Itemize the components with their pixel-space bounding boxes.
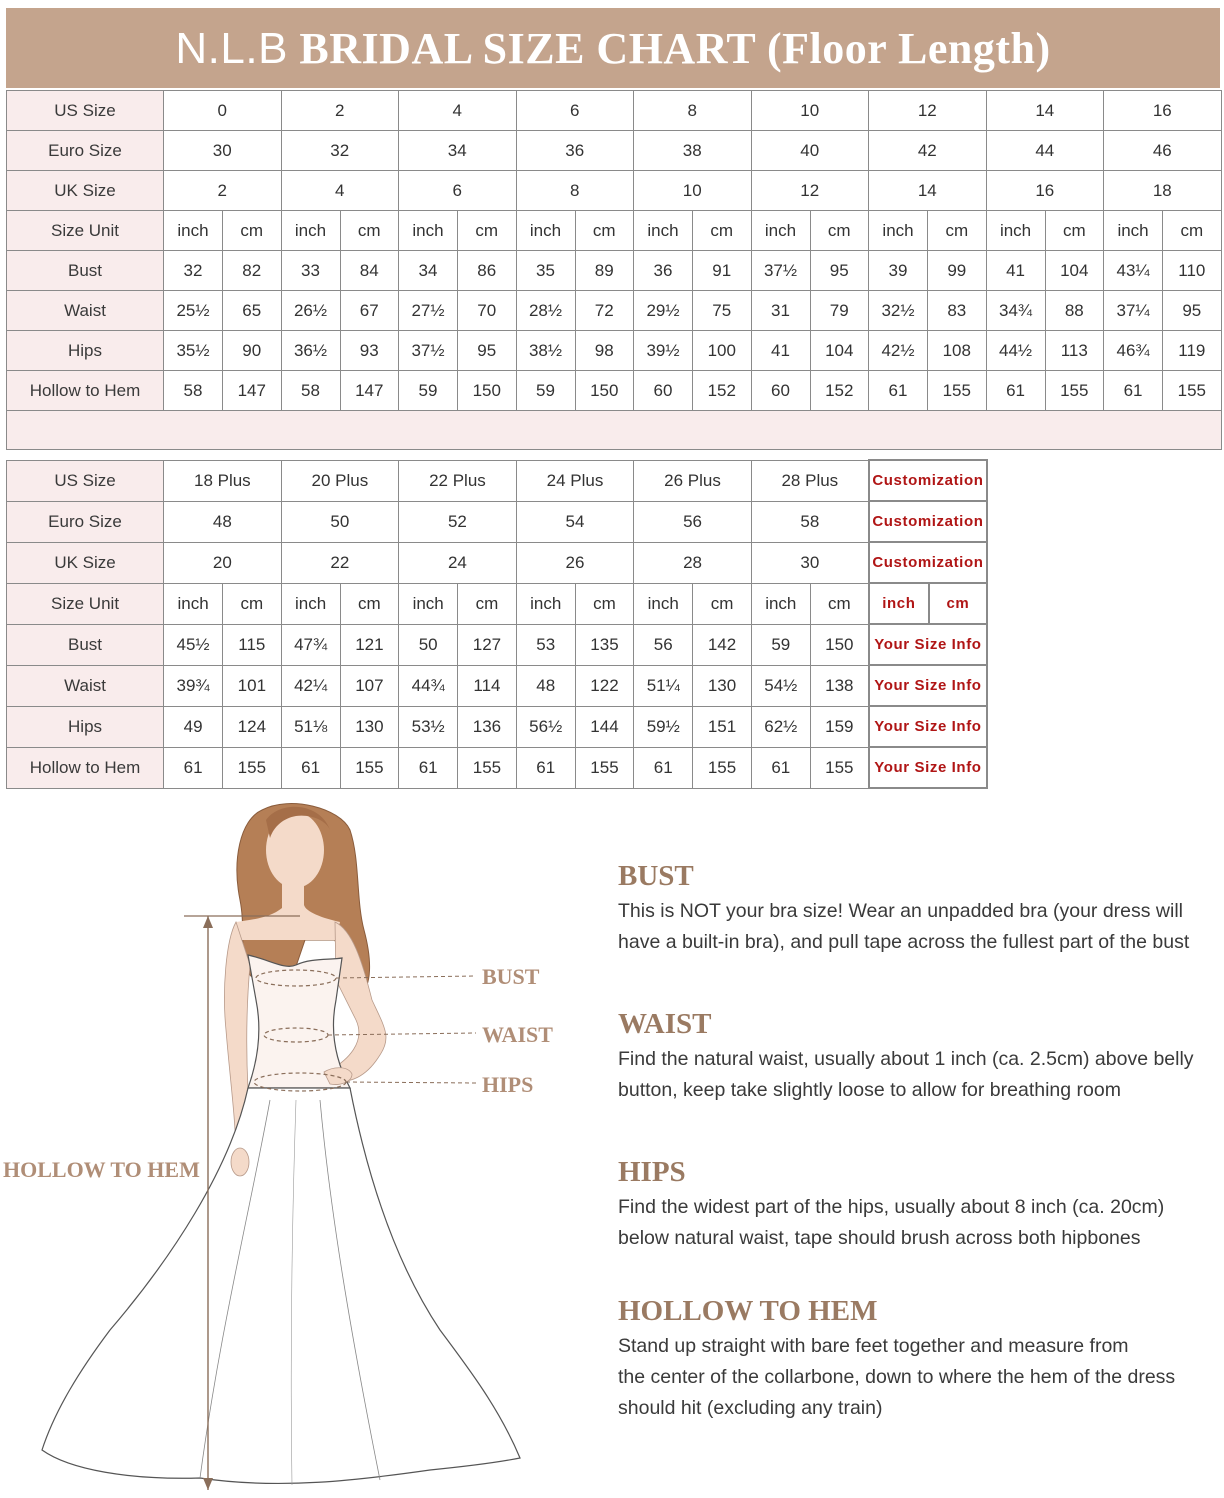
size-cell: 12 bbox=[869, 91, 987, 131]
unit-cm-cell: cm bbox=[693, 211, 752, 251]
value-cm-cell: 65 bbox=[223, 291, 282, 331]
value-inch-cell: 25½ bbox=[164, 291, 223, 331]
unit-cm-cell: cm bbox=[1045, 211, 1104, 251]
table-row bbox=[7, 583, 988, 624]
size-cell: 6 bbox=[516, 91, 634, 131]
unit-cm-cell: cm bbox=[575, 583, 634, 624]
size-cell: 56 bbox=[634, 501, 752, 542]
section-heading: HIPS bbox=[618, 1156, 686, 1188]
size-cell: 18 bbox=[1104, 171, 1222, 211]
value-inch-cell: 36½ bbox=[281, 331, 340, 371]
value-cm-cell: 72 bbox=[575, 291, 634, 331]
spacer-row bbox=[7, 411, 1222, 450]
value-inch-cell: 61 bbox=[281, 747, 340, 788]
table-row bbox=[7, 131, 1222, 171]
row-label: Waist bbox=[7, 665, 164, 706]
table-row bbox=[7, 501, 988, 542]
value-cm-cell: 130 bbox=[340, 706, 399, 747]
value-cm-cell: 82 bbox=[223, 251, 282, 291]
unit-inch-cell: inch bbox=[281, 583, 340, 624]
title-text: BRIDAL SIZE CHART (Floor Length) bbox=[299, 23, 1051, 73]
value-cm-cell: 93 bbox=[340, 331, 399, 371]
size-cell: 10 bbox=[634, 171, 752, 211]
unit-inch-cell: inch bbox=[1104, 211, 1163, 251]
size-cell: 16 bbox=[986, 171, 1104, 211]
value-inch-cell: 61 bbox=[516, 747, 575, 788]
value-inch-cell: 35 bbox=[516, 251, 575, 291]
size-cell: 32 bbox=[281, 131, 399, 171]
size-cell: 40 bbox=[751, 131, 869, 171]
value-cm-cell: 130 bbox=[693, 665, 752, 706]
value-cm-cell: 124 bbox=[223, 706, 282, 747]
value-cm-cell: 152 bbox=[693, 371, 752, 411]
value-cm-cell: 88 bbox=[1045, 291, 1104, 331]
value-inch-cell: 61 bbox=[751, 747, 810, 788]
section-hips bbox=[618, 1154, 1224, 1254]
size-cell: 50 bbox=[281, 501, 399, 542]
value-cm-cell: 142 bbox=[693, 624, 752, 665]
value-inch-cell: 42¼ bbox=[281, 665, 340, 706]
value-inch-cell: 56 bbox=[634, 624, 693, 665]
value-inch-cell: 59 bbox=[399, 371, 458, 411]
value-inch-cell: 51⅛ bbox=[281, 706, 340, 747]
row-label: Waist bbox=[7, 291, 164, 331]
unit-inch-cell: inch bbox=[634, 583, 693, 624]
size-cell: 12 bbox=[751, 171, 869, 211]
unit-cm-cell: cm bbox=[340, 211, 399, 251]
value-inch-cell: 39¾ bbox=[164, 665, 223, 706]
value-inch-cell: 60 bbox=[751, 371, 810, 411]
row-label: Size Unit bbox=[7, 211, 164, 251]
value-inch-cell: 34¾ bbox=[986, 291, 1045, 331]
unit-cm-cell: cm bbox=[928, 211, 987, 251]
value-inch-cell: 61 bbox=[399, 747, 458, 788]
size-chart-plus bbox=[6, 459, 988, 789]
value-cm-cell: 95 bbox=[1163, 291, 1222, 331]
row-label: Hollow to Hem bbox=[7, 747, 164, 788]
size-cell: 14 bbox=[986, 91, 1104, 131]
row-label: US Size bbox=[7, 91, 164, 131]
value-cm-cell: 119 bbox=[1163, 331, 1222, 371]
skirt bbox=[42, 1088, 520, 1483]
table-row bbox=[7, 251, 1222, 291]
size-cell: 20 Plus bbox=[281, 460, 399, 501]
hollow-arrow-top bbox=[203, 916, 213, 928]
table-row bbox=[7, 171, 1222, 211]
row-label: Euro Size bbox=[7, 501, 164, 542]
unit-inch-cell: inch bbox=[869, 211, 928, 251]
value-cm-cell: 155 bbox=[810, 747, 869, 788]
size-cell: 0 bbox=[164, 91, 282, 131]
size-info-cell: Your Size Info bbox=[869, 665, 987, 706]
value-cm-cell: 108 bbox=[928, 331, 987, 371]
unit-cm-cell: cm bbox=[340, 583, 399, 624]
value-inch-cell: 37½ bbox=[751, 251, 810, 291]
value-cm-cell: 147 bbox=[340, 371, 399, 411]
hips-lead-line bbox=[346, 1082, 476, 1083]
size-cell: 30 bbox=[751, 542, 869, 583]
table-row bbox=[7, 747, 988, 788]
table-row bbox=[7, 542, 988, 583]
customization-cell: Customization bbox=[869, 501, 987, 542]
value-cm-cell: 98 bbox=[575, 331, 634, 371]
unit-cm-cell: cm bbox=[223, 211, 282, 251]
value-cm-cell: 121 bbox=[340, 624, 399, 665]
section-hollow-to-hem bbox=[618, 1293, 1224, 1424]
value-cm-cell: 104 bbox=[810, 331, 869, 371]
value-inch-cell: 62½ bbox=[751, 706, 810, 747]
unit-inch-cell: inch bbox=[399, 583, 458, 624]
value-cm-cell: 150 bbox=[458, 371, 517, 411]
value-cm-cell: 107 bbox=[340, 665, 399, 706]
value-cm-cell: 99 bbox=[928, 251, 987, 291]
customization-unit-cm: cm bbox=[929, 583, 987, 624]
value-cm-cell: 83 bbox=[928, 291, 987, 331]
size-cell: 36 bbox=[516, 131, 634, 171]
value-inch-cell: 54½ bbox=[751, 665, 810, 706]
table-row bbox=[7, 331, 1222, 371]
value-inch-cell: 32½ bbox=[869, 291, 928, 331]
value-inch-cell: 38½ bbox=[516, 331, 575, 371]
size-cell: 46 bbox=[1104, 131, 1222, 171]
unit-inch-cell: inch bbox=[516, 583, 575, 624]
customization-cell: Customization bbox=[869, 460, 987, 501]
value-inch-cell: 48 bbox=[516, 665, 575, 706]
customization-unit-inch: inch bbox=[869, 583, 929, 624]
value-inch-cell: 39 bbox=[869, 251, 928, 291]
table-row bbox=[7, 211, 1222, 251]
value-cm-cell: 147 bbox=[223, 371, 282, 411]
value-inch-cell: 36 bbox=[634, 251, 693, 291]
section-text: Stand up straight with bare feet together and measure from the center of the collarbone, down to where the hem of the dress should hit (excluding any train) bbox=[618, 1335, 1176, 1419]
size-cell: 28 Plus bbox=[751, 460, 869, 501]
size-cell: 20 bbox=[164, 542, 282, 583]
value-cm-cell: 155 bbox=[1163, 371, 1222, 411]
unit-inch-cell: inch bbox=[751, 583, 810, 624]
size-info-cell: Your Size Info bbox=[869, 706, 987, 747]
figure-label-hollow-to-hem: HOLLOW TO HEM bbox=[3, 1157, 200, 1182]
value-inch-cell: 61 bbox=[1104, 371, 1163, 411]
value-cm-cell: 155 bbox=[223, 747, 282, 788]
section-heading: BUST bbox=[618, 860, 694, 892]
value-inch-cell: 43¼ bbox=[1104, 251, 1163, 291]
size-cell: 22 bbox=[281, 542, 399, 583]
value-inch-cell: 31 bbox=[751, 291, 810, 331]
value-cm-cell: 122 bbox=[575, 665, 634, 706]
table-row bbox=[7, 291, 1222, 331]
size-cell: 44 bbox=[986, 131, 1104, 171]
size-cell: 10 bbox=[751, 91, 869, 131]
value-inch-cell: 51¼ bbox=[634, 665, 693, 706]
value-cm-cell: 115 bbox=[223, 624, 282, 665]
value-inch-cell: 49 bbox=[164, 706, 223, 747]
unit-cm-cell: cm bbox=[1163, 211, 1222, 251]
value-cm-cell: 135 bbox=[575, 624, 634, 665]
unit-inch-cell: inch bbox=[164, 583, 223, 624]
size-cell: 18 Plus bbox=[164, 460, 282, 501]
unit-inch-cell: inch bbox=[986, 211, 1045, 251]
size-cell: 52 bbox=[399, 501, 517, 542]
unit-inch-cell: inch bbox=[634, 211, 693, 251]
value-inch-cell: 61 bbox=[869, 371, 928, 411]
unit-inch-cell: inch bbox=[164, 211, 223, 251]
row-label: US Size bbox=[7, 460, 164, 501]
value-inch-cell: 59½ bbox=[634, 706, 693, 747]
size-cell: 14 bbox=[869, 171, 987, 211]
row-label: Euro Size bbox=[7, 131, 164, 171]
value-inch-cell: 53½ bbox=[399, 706, 458, 747]
value-cm-cell: 136 bbox=[458, 706, 517, 747]
value-inch-cell: 61 bbox=[164, 747, 223, 788]
value-cm-cell: 86 bbox=[458, 251, 517, 291]
size-cell: 22 Plus bbox=[399, 460, 517, 501]
row-label: UK Size bbox=[7, 171, 164, 211]
value-cm-cell: 155 bbox=[458, 747, 517, 788]
value-inch-cell: 37½ bbox=[399, 331, 458, 371]
measurement-figure bbox=[0, 790, 600, 1493]
size-cell: 42 bbox=[869, 131, 987, 171]
unit-inch-cell: inch bbox=[399, 211, 458, 251]
unit-inch-cell: inch bbox=[516, 211, 575, 251]
row-label: Hips bbox=[7, 706, 164, 747]
size-cell: 8 bbox=[634, 91, 752, 131]
size-cell: 28 bbox=[634, 542, 752, 583]
value-inch-cell: 50 bbox=[399, 624, 458, 665]
section-heading: HOLLOW TO HEM bbox=[618, 1295, 878, 1327]
value-inch-cell: 28½ bbox=[516, 291, 575, 331]
table-row bbox=[7, 665, 988, 706]
figure-label-waist: WAIST bbox=[482, 1022, 553, 1047]
section-heading: WAIST bbox=[618, 1008, 712, 1040]
value-inch-cell: 29½ bbox=[634, 291, 693, 331]
dress-illustration bbox=[0, 790, 600, 1493]
hollow-arrow-bottom bbox=[203, 1478, 213, 1490]
customization-cell: Customization bbox=[869, 542, 987, 583]
size-info-cell: Your Size Info bbox=[869, 747, 987, 788]
size-chart-standard bbox=[6, 90, 1222, 450]
value-cm-cell: 90 bbox=[223, 331, 282, 371]
size-cell: 24 Plus bbox=[516, 460, 634, 501]
figure-label-hips: HIPS bbox=[482, 1072, 534, 1097]
row-label: Bust bbox=[7, 251, 164, 291]
value-cm-cell: 84 bbox=[340, 251, 399, 291]
value-inch-cell: 56½ bbox=[516, 706, 575, 747]
value-cm-cell: 113 bbox=[1045, 331, 1104, 371]
value-inch-cell: 61 bbox=[986, 371, 1045, 411]
value-inch-cell: 32 bbox=[164, 251, 223, 291]
value-cm-cell: 100 bbox=[693, 331, 752, 371]
unit-cm-cell: cm bbox=[458, 211, 517, 251]
unit-cm-cell: cm bbox=[693, 583, 752, 624]
value-inch-cell: 26½ bbox=[281, 291, 340, 331]
row-label: Hips bbox=[7, 331, 164, 371]
value-inch-cell: 60 bbox=[634, 371, 693, 411]
value-inch-cell: 59 bbox=[751, 624, 810, 665]
value-cm-cell: 110 bbox=[1163, 251, 1222, 291]
unit-cm-cell: cm bbox=[810, 211, 869, 251]
figure-label-bust: BUST bbox=[482, 964, 540, 989]
size-cell: 58 bbox=[751, 501, 869, 542]
section-text: Find the natural waist, usually about 1 inch (ca. 2.5cm) above belly button, keep take slightly loose to allow for breathing room bbox=[618, 1048, 1194, 1101]
value-inch-cell: 37¼ bbox=[1104, 291, 1163, 331]
value-cm-cell: 150 bbox=[810, 624, 869, 665]
section-text: Find the widest part of the hips, usually about 8 inch (ca. 20cm) below natural waist, tape should brush across both hipbones bbox=[618, 1196, 1165, 1249]
size-cell: 26 Plus bbox=[634, 460, 752, 501]
size-cell: 16 bbox=[1104, 91, 1222, 131]
value-cm-cell: 101 bbox=[223, 665, 282, 706]
unit-inch-cell: inch bbox=[751, 211, 810, 251]
size-cell: 34 bbox=[399, 131, 517, 171]
size-cell: 48 bbox=[164, 501, 282, 542]
value-cm-cell: 91 bbox=[693, 251, 752, 291]
section-waist bbox=[618, 1006, 1224, 1106]
title-banner bbox=[6, 8, 1220, 88]
unit-cm-cell: cm bbox=[810, 583, 869, 624]
unit-cm-cell: cm bbox=[575, 211, 634, 251]
value-inch-cell: 41 bbox=[986, 251, 1045, 291]
value-inch-cell: 58 bbox=[164, 371, 223, 411]
row-label: Hollow to Hem bbox=[7, 371, 164, 411]
size-info-cell: Your Size Info bbox=[869, 624, 987, 665]
value-inch-cell: 53 bbox=[516, 624, 575, 665]
value-cm-cell: 70 bbox=[458, 291, 517, 331]
value-inch-cell: 34 bbox=[399, 251, 458, 291]
value-cm-cell: 155 bbox=[575, 747, 634, 788]
unit-cm-cell: cm bbox=[223, 583, 282, 624]
size-cell: 2 bbox=[281, 91, 399, 131]
value-cm-cell: 89 bbox=[575, 251, 634, 291]
waist-lead-line bbox=[328, 1033, 476, 1035]
size-cell: 2 bbox=[164, 171, 282, 211]
unit-inch-cell: inch bbox=[281, 211, 340, 251]
value-inch-cell: 44½ bbox=[986, 331, 1045, 371]
value-cm-cell: 151 bbox=[693, 706, 752, 747]
size-cell: 26 bbox=[516, 542, 634, 583]
value-inch-cell: 58 bbox=[281, 371, 340, 411]
row-label: UK Size bbox=[7, 542, 164, 583]
value-cm-cell: 114 bbox=[458, 665, 517, 706]
value-inch-cell: 44¾ bbox=[399, 665, 458, 706]
row-label: Size Unit bbox=[7, 583, 164, 624]
value-cm-cell: 159 bbox=[810, 706, 869, 747]
value-cm-cell: 95 bbox=[810, 251, 869, 291]
value-cm-cell: 127 bbox=[458, 624, 517, 665]
size-cell: 8 bbox=[516, 171, 634, 211]
value-cm-cell: 75 bbox=[693, 291, 752, 331]
value-cm-cell: 150 bbox=[575, 371, 634, 411]
value-cm-cell: 79 bbox=[810, 291, 869, 331]
value-cm-cell: 155 bbox=[928, 371, 987, 411]
size-cell: 30 bbox=[164, 131, 282, 171]
brand-name: N.L.B bbox=[175, 23, 288, 73]
value-cm-cell: 138 bbox=[810, 665, 869, 706]
size-cell: 4 bbox=[281, 171, 399, 211]
table-row bbox=[7, 371, 1222, 411]
value-inch-cell: 39½ bbox=[634, 331, 693, 371]
size-cell: 6 bbox=[399, 171, 517, 211]
page-title bbox=[175, 23, 1050, 74]
table-row bbox=[7, 460, 988, 501]
spacer-cell bbox=[7, 411, 1222, 450]
value-inch-cell: 61 bbox=[634, 747, 693, 788]
value-inch-cell: 41 bbox=[751, 331, 810, 371]
section-text: This is NOT your bra size! Wear an unpadded bra (your dress will have a built-in bra), and pull tape across the fullest part of the bust bbox=[618, 900, 1190, 953]
value-cm-cell: 155 bbox=[1045, 371, 1104, 411]
value-inch-cell: 47¾ bbox=[281, 624, 340, 665]
value-inch-cell: 46¾ bbox=[1104, 331, 1163, 371]
value-inch-cell: 45½ bbox=[164, 624, 223, 665]
value-cm-cell: 155 bbox=[340, 747, 399, 788]
table-row bbox=[7, 624, 988, 665]
table-row bbox=[7, 706, 988, 747]
value-inch-cell: 42½ bbox=[869, 331, 928, 371]
value-cm-cell: 104 bbox=[1045, 251, 1104, 291]
table-row bbox=[7, 91, 1222, 131]
value-inch-cell: 27½ bbox=[399, 291, 458, 331]
section-bust bbox=[618, 858, 1224, 958]
size-cell: 38 bbox=[634, 131, 752, 171]
value-cm-cell: 155 bbox=[693, 747, 752, 788]
value-cm-cell: 152 bbox=[810, 371, 869, 411]
size-cell: 54 bbox=[516, 501, 634, 542]
value-inch-cell: 33 bbox=[281, 251, 340, 291]
value-inch-cell: 59 bbox=[516, 371, 575, 411]
unit-cm-cell: cm bbox=[458, 583, 517, 624]
value-cm-cell: 144 bbox=[575, 706, 634, 747]
value-cm-cell: 67 bbox=[340, 291, 399, 331]
value-cm-cell: 95 bbox=[458, 331, 517, 371]
left-hand bbox=[231, 1148, 249, 1176]
size-cell: 24 bbox=[399, 542, 517, 583]
size-cell: 4 bbox=[399, 91, 517, 131]
row-label: Bust bbox=[7, 624, 164, 665]
value-inch-cell: 35½ bbox=[164, 331, 223, 371]
